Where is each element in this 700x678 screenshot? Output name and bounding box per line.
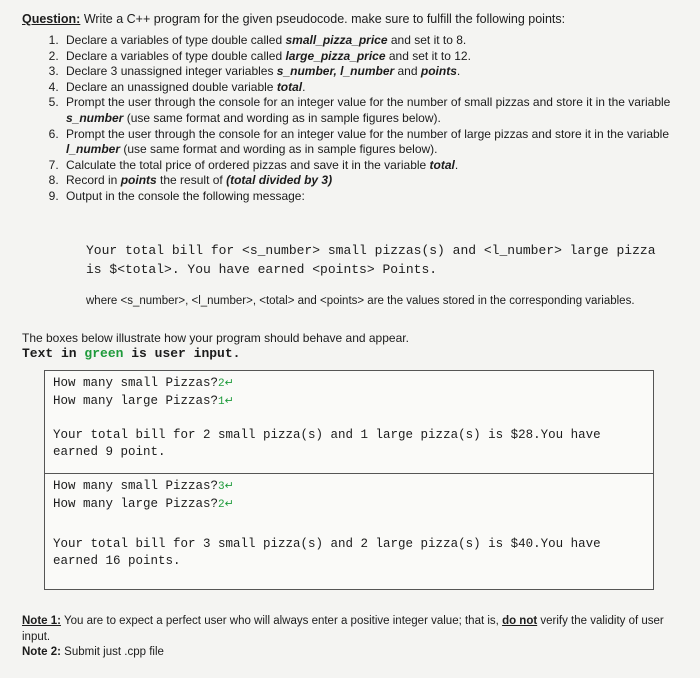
enter-icon: ↵ bbox=[224, 396, 234, 408]
sample-message-line: is $<total>. You have earned <points> Points. bbox=[86, 262, 438, 277]
user-input: 3 bbox=[218, 481, 225, 493]
requirement-item: 3. Declare 3 unassigned integer variables s_number, l_number and points. bbox=[62, 64, 700, 80]
requirement-item: 4. Declare an unassigned double variable total. bbox=[62, 80, 700, 96]
requirement-item: 9. Output in the console the following message: bbox=[62, 189, 700, 205]
sample-message-line: Your total bill for <s_number> small pizzas(s) and <l_number> large pizza bbox=[86, 243, 656, 258]
console-prompt-row: How many small Pizzas?3↵ bbox=[53, 479, 234, 493]
requirement-item: 1. Declare a variables of type double called small_pizza_price and set it to 8. bbox=[62, 33, 700, 49]
boxes-intro: The boxes below illustrate how your program should behave and appear. bbox=[22, 331, 409, 345]
console-prompt-row: How many small Pizzas?2↵ bbox=[53, 376, 234, 390]
question-label: Question: bbox=[22, 12, 81, 26]
user-input: 2 bbox=[218, 378, 225, 390]
console-result: Your total bill for 3 small pizza(s) and 2 large pizza(s) is $40.You have earned 16 points. bbox=[53, 537, 601, 568]
enter-icon: ↵ bbox=[224, 499, 234, 511]
note-1: Note 1: You are to expect a perfect user who will always enter a positive integer value; that is, do not verify the validity of user input. bbox=[22, 615, 664, 643]
input-color-note: Text in green is user input. bbox=[22, 346, 241, 361]
requirement-item: 5. Prompt the user through the console for an integer value for the number of small pizzas and store it in the variable s_number (use same format and wording as in sample figures below). bbox=[62, 95, 700, 126]
notes-section bbox=[22, 614, 682, 661]
console-prompt-row: How many large Pizzas?1↵ bbox=[53, 394, 234, 408]
green-word: green bbox=[84, 346, 124, 361]
console-result: Your total bill for 2 small pizza(s) and 1 large pizza(s) is $28.You have earned 9 point. bbox=[53, 428, 601, 459]
where-explanation: where <s_number>, <l_number>, <total> and <points> are the values stored in the corresponding variables. bbox=[86, 295, 635, 307]
requirement-item: 2. Declare a variables of type double called large_pizza_price and set it to 12. bbox=[62, 49, 700, 65]
note-2: Note 2: Submit just .cpp file bbox=[22, 646, 164, 658]
requirement-item: 8. Record in points the result of (total divided by 3) bbox=[62, 173, 700, 189]
requirements-list bbox=[38, 33, 700, 205]
console-sample-2 bbox=[44, 474, 654, 590]
user-input: 1 bbox=[218, 396, 225, 408]
requirement-item: 7. Calculate the total price of ordered pizzas and save it in the variable total. bbox=[62, 158, 700, 174]
sample-output-message bbox=[86, 241, 676, 279]
user-input: 2 bbox=[218, 499, 225, 511]
console-sample-1 bbox=[44, 370, 654, 474]
requirement-item: 6. Prompt the user through the console for an integer value for the number of large pizzas and store it in the variable l_number (use same format and wording as in sample figures below). bbox=[62, 127, 700, 158]
console-prompt-row: How many large Pizzas?2↵ bbox=[53, 497, 234, 511]
enter-icon: ↵ bbox=[224, 378, 234, 390]
enter-icon: ↵ bbox=[224, 481, 234, 493]
question-text: Write a C++ program for the given pseudocode. make sure to fulfill the following points: bbox=[80, 12, 566, 26]
question-heading bbox=[22, 12, 565, 26]
